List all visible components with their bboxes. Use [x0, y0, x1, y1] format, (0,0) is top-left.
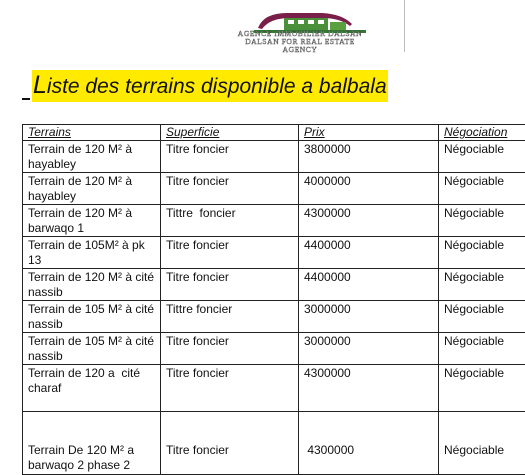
cell-negociation: Négociable: [439, 333, 525, 365]
table-row: [23, 205, 525, 237]
cell-prix: 3000000: [299, 333, 439, 365]
cell-terrain: Terrain de 105 M² à cité nassib: [23, 333, 161, 365]
column-header-negociation: Négociation: [439, 125, 525, 141]
cell-terrain: Terrain de 120 M² à cité nassib: [23, 269, 161, 301]
land-listing-table: [22, 124, 525, 475]
cell-superficie: Tittre foncier: [161, 205, 299, 237]
cell-superficie: Titre foncier: [161, 333, 299, 365]
table-row: [23, 412, 525, 475]
cell-negociation: Négociable: [439, 412, 525, 475]
cell-prix: 4000000: [299, 173, 439, 205]
cell-terrain: Terrain de 120 M² à hayabley: [23, 173, 161, 205]
cell-terrain: Terrain de 120 M² à barwaqo 1: [23, 205, 161, 237]
cell-superficie: Tittre foncier: [161, 301, 299, 333]
column-header-terrains: Terrains: [23, 125, 161, 141]
cell-prix: 4300000: [299, 205, 439, 237]
cell-prix: 3000000: [299, 301, 439, 333]
cell-superficie: Titre foncier: [161, 237, 299, 269]
agency-logo: [200, 2, 410, 54]
table-row: [23, 269, 525, 301]
cell-terrain: Terrain de 105M² à pk 13: [23, 237, 161, 269]
table-row: [23, 173, 525, 205]
cell-terrain: Terrain de 120 M² à hayabley: [23, 141, 161, 173]
cell-superficie: Titre foncier: [161, 173, 299, 205]
table-row: [23, 333, 525, 365]
cell-prix: 3800000: [299, 141, 439, 173]
cell-negociation: Négociable: [439, 205, 525, 237]
logo-text-line-3: AGENCY: [200, 46, 400, 54]
cell-terrain: Terrain De 120 M² a barwaqo 2 phase 2: [23, 412, 161, 475]
document-title: [32, 70, 388, 102]
cell-superficie: Titre foncier: [161, 412, 299, 475]
cell-negociation: Négociable: [439, 173, 525, 205]
cell-prix: 4400000: [299, 269, 439, 301]
logo-text-line-1: AGENCE IMMOBILIER DALSAN: [200, 30, 400, 38]
cell-terrain: Terrain de 105 M² à cité nassib: [23, 301, 161, 333]
cell-superficie: Titre foncier: [161, 269, 299, 301]
table-header-row: [23, 125, 525, 141]
column-header-prix: Prix: [299, 125, 439, 141]
cell-superficie: Titre foncier: [161, 141, 299, 173]
table-row: [23, 365, 525, 412]
title-text: iste des terrains disponible a balbala: [47, 75, 387, 98]
table-row: [23, 141, 525, 173]
header-divider: [404, 0, 405, 52]
column-header-superficie: Superficie: [161, 125, 299, 141]
title-underline: [22, 98, 30, 100]
cell-negociation: Négociable: [439, 237, 525, 269]
table-row: [23, 237, 525, 269]
cell-negociation: Négociable: [439, 141, 525, 173]
cell-negociation: Négociable: [439, 365, 525, 412]
title-initial: L: [33, 71, 47, 99]
cell-prix: 4400000: [299, 237, 439, 269]
logo-text-line-2: DALSAN FOR REAL ESTATE: [200, 38, 400, 46]
cell-negociation: Négociable: [439, 301, 525, 333]
table-row: [23, 301, 525, 333]
cell-negociation: Négociable: [439, 269, 525, 301]
cell-prix: 4300000: [299, 365, 439, 412]
cell-superficie: Titre foncier: [161, 365, 299, 412]
cell-terrain: Terrain de 120 a cité charaf: [23, 365, 161, 412]
cell-prix: 4300000: [299, 412, 439, 475]
